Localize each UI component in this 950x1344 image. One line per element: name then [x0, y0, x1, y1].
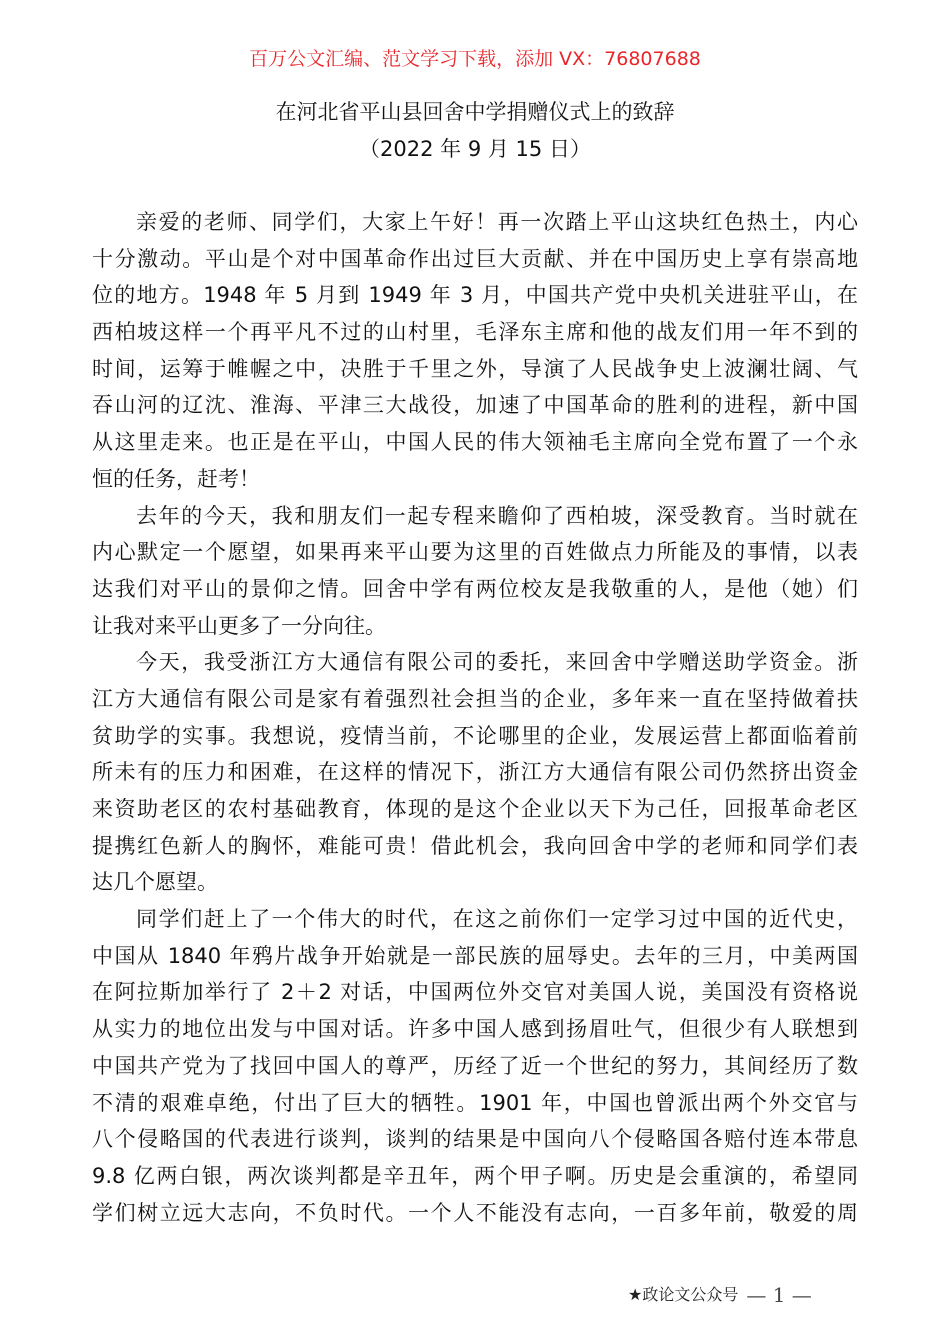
- paragraph: [92, 644, 858, 901]
- paragraph: [92, 498, 858, 645]
- paragraph-line: 达几个愿望。: [92, 870, 218, 895]
- paragraph-line: 吞山河的辽沈、淮海、平津三大战役，加速了中国革命的胜利的进程，新中国: [92, 393, 858, 418]
- document-body: [92, 204, 858, 1231]
- paragraph-line: 内心默定一个愿望，如果再来平山要为这里的百姓做点力所能及的事情，以表: [92, 540, 858, 565]
- paragraph-line: 去年的今天，我和朋友们一起专程来瞻仰了西柏坡，深受教育。当时就在: [136, 503, 858, 528]
- footer-source: ★政论文公众号: [628, 1285, 739, 1304]
- paragraph-line: 八个侵略国的代表进行谈判，谈判的结果是中国向八个侵略国各赔付连本带息: [92, 1127, 858, 1152]
- paragraph-line: 在阿拉斯加举行了 2＋2 对话，中国两位外交官对美国人说，美国没有资格说: [92, 980, 858, 1005]
- paragraph-line: 同学们赶上了一个伟大的时代，在这之前你们一定学习过中国的近代史，: [136, 907, 858, 932]
- paragraph-line: 提携红色新人的胸怀，难能可贵！借此机会，我向回舍中学的老师和同学们表: [92, 833, 858, 858]
- paragraph-line: 时间，运筹于帷幄之中，决胜于千里之外，导演了人民战争史上波澜壮阔、气: [92, 356, 858, 381]
- paragraph-line: 今天，我受浙江方大通信有限公司的委托，来回舍中学赠送助学资金。浙: [136, 650, 858, 675]
- page-footer: [628, 1282, 812, 1308]
- paragraph-line: 恒的任务，赶考！: [92, 466, 260, 491]
- paragraph-line: 位的地方。1948 年 5 月到 1949 年 3 月，中国共产党中央机关进驻平山，在: [92, 283, 858, 308]
- paragraph-line: 从实力的地位出发与中国对话。许多中国人感到扬眉吐气，但很少有人联想到: [92, 1017, 858, 1042]
- paragraph-line: 来资助老区的农村基础教育，体现的是这个企业以天下为己任，回报革命老区: [92, 797, 858, 821]
- paragraph-line: 所未有的压力和困难，在这样的情况下，浙江方大通信有限公司仍然挤出资金: [92, 760, 858, 785]
- paragraph-line: 贫助学的实事。我想说，疫情当前，不论哪里的企业，发展运营上都面临着前: [92, 723, 858, 748]
- paragraph-line: 从这里走来。也正是在平山，中国人民的伟大领袖毛主席向全党布置了一个永: [92, 430, 858, 455]
- paragraph-line: 中国从 1840 年鸦片战争开始就是一部民族的屈辱史。去年的三月，中美两国: [92, 943, 858, 968]
- document-date: （2022 年 9 月 15 日）: [359, 137, 591, 161]
- paragraph: [92, 204, 858, 498]
- document-title: 在河北省平山县回舍中学捐赠仪式上的致辞: [275, 100, 675, 124]
- paragraph-line: 亲爱的老师、同学们，大家上午好！再一次踏上平山这块红色热土，内心: [136, 210, 858, 234]
- paragraph: [92, 901, 858, 1231]
- watermark-header: 百万公文汇编、范文学习下载，添加 VX：76807688: [249, 48, 701, 70]
- paragraph-line: 西柏坡这样一个再平凡不过的山村里，毛泽东主席和他的战友们用一年不到的: [92, 320, 858, 345]
- paragraph-line: 江方大通信有限公司是家有着强烈社会担当的企业，多年来一直在坚持做着扶: [92, 686, 858, 711]
- page-number: — 1 —: [746, 1283, 812, 1307]
- paragraph-line: 9.8 亿两白银，两次谈判都是辛丑年，两个甲子啊。历史是会重演的，希望同: [92, 1163, 858, 1188]
- paragraph-line: 十分激动。平山是个对中国革命作出过巨大贡献、并在中国历史上享有崇高地: [92, 246, 858, 271]
- paragraph-line: 学们树立远大志向，不负时代。一个人不能没有志向，一百多年前，敬爱的周: [92, 1200, 858, 1225]
- paragraph-line: 中国共产党为了找回中国人的尊严，历经了近一个世纪的努力，其间经历了数: [92, 1053, 858, 1078]
- paragraph-line: 让我对来平山更多了一分向往。: [92, 613, 386, 638]
- paragraph-line: 达我们对平山的景仰之情。回舍中学有两位校友是我敬重的人，是他（她）们: [92, 576, 858, 601]
- paragraph-line: 不清的艰难卓绝，付出了巨大的牺牲。1901 年，中国也曾派出两个外交官与: [92, 1090, 858, 1115]
